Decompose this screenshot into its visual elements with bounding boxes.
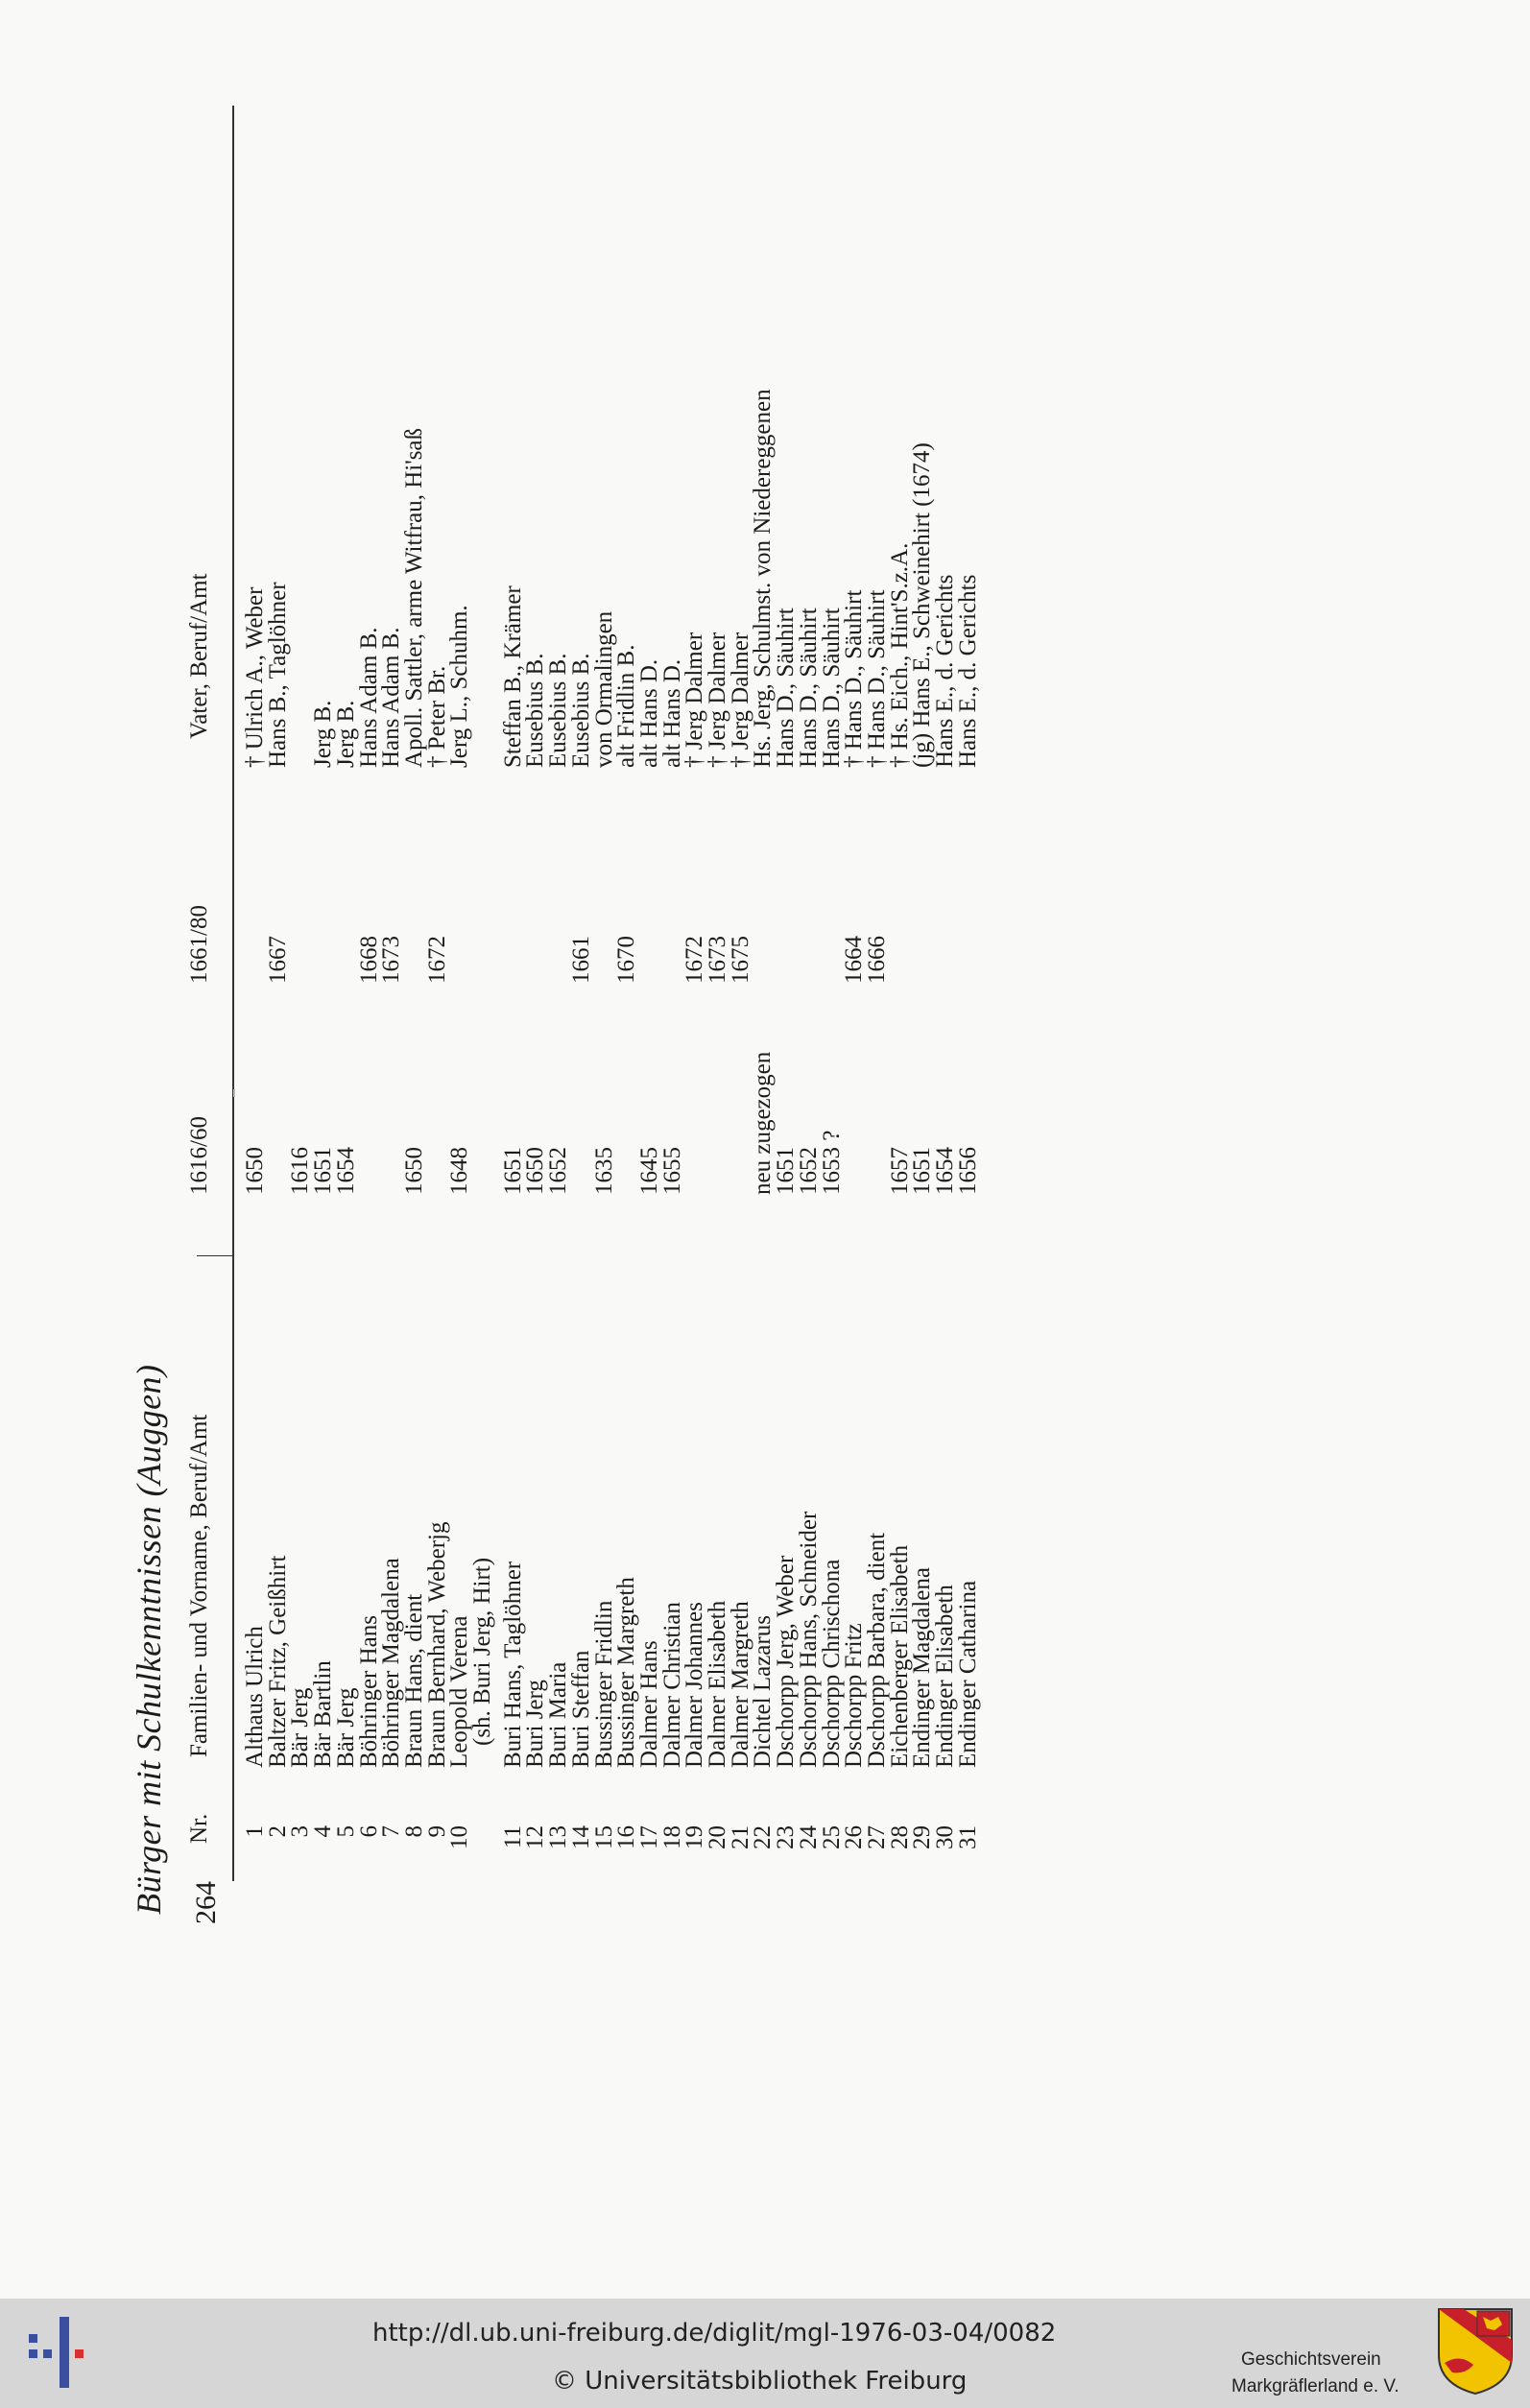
cell-nr: 19 [681,1825,708,1849]
cell-nr: 16 [613,1825,640,1849]
cell-y1: 1648 [446,1147,473,1195]
cell-nr: 11 [499,1825,526,1849]
cell-y1: 1651 [310,1147,337,1195]
cell-y1: 1656 [954,1147,981,1195]
cell-vater: von Ormalingen [590,610,617,768]
cell-name: Böhringer Hans [355,1615,382,1768]
cell-y1: neu zugezogen [750,1051,777,1195]
cell-nr: 15 [590,1825,617,1849]
page-title: Bürger mit Schulkenntnissen (Auggen) [130,1364,168,1915]
cell-vater: Steffan B., Krämer [499,585,526,768]
cell-y1: 1652 [545,1147,572,1195]
cell-y1: 1654 [932,1147,958,1195]
cell-nr: 25 [818,1825,845,1849]
cell-vater: † Ulrich A., Weber [242,586,268,768]
cell-nr: 7 [378,1825,405,1838]
cell-vater: alt Hans D. [635,658,662,768]
cell-name: Dalmer Johannes [681,1602,708,1768]
cell-nr: 27 [863,1825,890,1849]
cell-vater: Hans B., Taglöhner [264,582,291,768]
cell-vater: Hs. Jerg, Schulmst. von Niedereggenen [750,389,777,768]
cell-nr: 13 [545,1825,572,1849]
cell-y1: 1650 [242,1147,268,1195]
footer-url[interactable]: http://dl.ub.uni-freiburg.de/diglit/mgl-1976-03-04/0082 [372,2319,1057,2348]
cell-vater: Hans D., Säuhirt [818,608,845,768]
cell-y1: 1650 [522,1147,549,1195]
cell-vater: Eusebius B. [567,653,594,768]
cell-y1: 1655 [658,1147,685,1195]
cell-y2: 1664 [841,936,868,984]
cell-name: Dschorpp Hans, Schneider [795,1511,822,1768]
cell-y1: 1650 [400,1147,427,1195]
header-nr: Nr. [186,1813,212,1844]
cell-name: Dschorpp Chrischona [818,1559,845,1768]
cell-nr: 6 [355,1825,382,1838]
cell-nr: 4 [310,1825,337,1838]
cell-y1: 1654 [332,1147,359,1195]
cell-name: Buri Jerg [522,1680,549,1768]
cell-name: Dalmer Christian [658,1602,685,1768]
cell-name: Böhringer Magdalena [378,1558,405,1768]
stray-mark [233,1089,235,1097]
cell-y1: 1616 [287,1147,314,1195]
cell-nr: 28 [886,1825,913,1849]
cell-nr: 3 [287,1825,314,1838]
footer-copyright: © Universitätsbibliothek Freiburg [552,2367,968,2396]
cell-y2: 1672 [423,936,450,984]
cell-nr: 8 [400,1825,427,1838]
cell-vater: alt Fridlin B. [613,644,640,768]
cell-vater: Jerg B. [332,700,359,768]
society-name-line1: Geschichtsverein [1241,2349,1381,2370]
cell-nr: 18 [658,1825,685,1849]
cell-y2: 1668 [355,936,382,984]
cell-vater: Hans D., Säuhirt [795,608,822,768]
cell-name: Endinger Elisabeth [932,1585,958,1768]
header-y2: 1661/80 [186,905,212,984]
header-vater: Vater, Beruf/Amt [186,573,212,739]
column-separator [197,1255,233,1256]
cell-name: Dichtel Lazarus [750,1615,777,1768]
cell-name: Dschorpp Jerg, Weber [773,1555,800,1768]
cell-y1: 1651 [499,1147,526,1195]
cell-nr: 31 [954,1825,981,1849]
society-name-line2: Markgräflerland e. V. [1231,2376,1399,2396]
cell-nr: 29 [909,1825,936,1849]
cell-name: Bär Jerg [332,1687,359,1768]
cell-nr: 20 [705,1825,730,1849]
cell-name: Bussinger Fridlin [590,1600,617,1768]
cell-y1: 1657 [886,1147,913,1195]
cell-name: Dschorpp Barbara, dient [863,1532,890,1768]
cell-vater: † Jerg Dalmer [681,632,708,768]
cell-vater: alt Hans D. [658,658,685,768]
cell-nr: 5 [332,1825,359,1838]
cell-y2: 1675 [727,936,753,984]
cell-nr: 22 [750,1825,777,1849]
cell-y2: 1672 [681,936,708,984]
cell-y1: 1651 [909,1147,936,1195]
cell-name: Eichenberger Elisabeth [886,1544,913,1768]
cell-y1: 1652 [795,1147,822,1195]
cell-nr: 21 [727,1825,753,1849]
page-number: 264 [190,1881,222,1924]
cell-y2: 1670 [613,936,640,984]
header-y1: 1616/60 [186,1116,212,1195]
cell-nr: 14 [567,1825,594,1849]
cell-y1: 1645 [635,1147,662,1195]
cell-nr: 26 [841,1825,868,1849]
table-top-rule [232,106,234,1881]
cell-vater: Apoll. Sattler, arme Witfrau, Hi'saß [400,427,427,768]
cell-name-continuation: (sh. Buri Jerg, Hirt) [469,1557,495,1746]
cell-nr: 10 [446,1825,473,1849]
cell-nr: 23 [773,1825,800,1849]
cell-vater: † Jerg Dalmer [727,632,753,768]
cell-name: Buri Maria [545,1661,572,1768]
cell-nr: 2 [264,1825,291,1838]
cell-vater: Hans E., d. Gerichts [954,574,981,768]
cell-vater: † Hs. Eich., Hint'S.z.A. [886,542,913,768]
cell-name: Bär Jerg [287,1687,314,1768]
cell-vater: Jerg B. [310,700,337,768]
cell-y2: 1673 [378,936,405,984]
cell-y1: 1653 ? [818,1130,845,1195]
cell-name: Braun Hans, dient [400,1593,427,1768]
cell-name: Buri Steffan [567,1650,594,1768]
cell-y2: 1667 [264,936,291,984]
cell-vater: Hans Adam B. [355,627,382,768]
cell-nr: 12 [522,1825,549,1849]
cell-y2: 1661 [567,936,594,984]
cell-nr: 17 [635,1825,662,1849]
cell-vater: (jg) Hans E., Schweinehirt (1674) [909,442,936,768]
cell-nr: 30 [932,1825,958,1849]
cell-name: Althaus Ulrich [242,1626,268,1768]
cell-name: Dalmer Margreth [727,1601,753,1768]
cell-y1: 1651 [773,1147,800,1195]
cell-name: Dschorpp Fritz [841,1623,868,1768]
cell-name: Bär Bartlin [310,1660,337,1768]
cell-nr: 1 [242,1825,268,1838]
cell-vater: † Peter Br. [423,665,450,768]
cell-vater: Jerg L., Schuhm. [446,605,473,768]
cell-y1: 1635 [590,1147,617,1195]
cell-vater: † Jerg Dalmer [705,632,730,768]
ub-logo-icon [17,2315,94,2392]
cell-name: Endinger Catharina [954,1580,981,1768]
cell-name: Buri Hans, Taglöhner [499,1561,526,1768]
cell-name: Leopold Verena [446,1615,473,1768]
cell-name: Dalmer Hans [635,1640,662,1768]
cell-vater: Hans Adam B. [378,627,405,768]
cell-name: Braun Bernhard, Weberjg [423,1521,450,1768]
cell-y2: 1673 [705,936,730,984]
cell-vater: Eusebius B. [522,653,549,768]
cell-nr: 24 [795,1825,822,1849]
header-name: Familien- und Vorname, Beruf/Amt [186,1414,212,1757]
crest-icon [1435,2305,1516,2397]
cell-nr: 9 [423,1825,450,1838]
cell-name: Dalmer Elisabeth [705,1600,730,1768]
cell-name: Endinger Magdalena [909,1567,936,1768]
cell-name: Baltzer Fritz, Geißhirt [264,1555,291,1768]
cell-vater: † Hans D., Säuhirt [863,589,890,768]
cell-name: Bussinger Margreth [613,1577,640,1768]
cell-vater: Hans D., Säuhirt [773,608,800,768]
cell-y2: 1666 [863,936,890,984]
cell-vater: † Hans D., Säuhirt [841,589,868,768]
cell-vater: Eusebius B. [545,653,572,768]
cell-vater: Hans E., d. Gerichts [932,574,958,768]
